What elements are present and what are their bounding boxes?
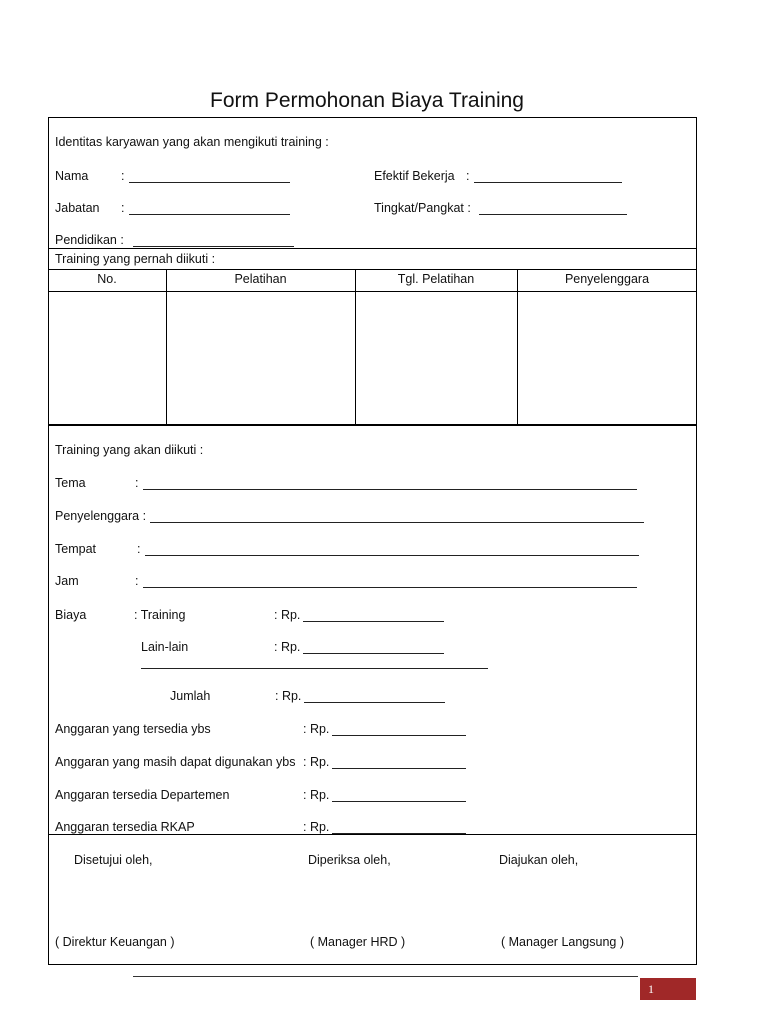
field-anggaran-rkap[interactable] — [332, 833, 466, 834]
col-header-pelatihan: Pelatihan — [234, 272, 287, 286]
table-col-line-2 — [355, 269, 356, 424]
footer-line — [133, 976, 638, 977]
divider-signatures — [48, 834, 697, 835]
rp-anggaran-departemen: : Rp. — [303, 788, 330, 802]
rp-jumlah: : Rp. — [275, 689, 302, 703]
colon-nama: : — [121, 169, 125, 183]
label-efektif-bekerja: Efektif Bekerja — [374, 169, 455, 183]
label-nama: Nama — [55, 169, 89, 183]
colon-efektif: : — [466, 169, 470, 183]
signer-manager-langsung: ( Manager Langsung ) — [501, 935, 624, 949]
table-header-top — [48, 269, 697, 270]
field-anggaran-departemen[interactable] — [332, 801, 466, 802]
table-col-line-3 — [517, 269, 518, 424]
field-jam[interactable] — [143, 587, 637, 588]
colon-jabatan: : — [121, 201, 125, 215]
label-jam: Jam — [55, 574, 79, 588]
field-jabatan[interactable] — [129, 214, 290, 215]
form-title: Form Permohonan Biaya Training — [210, 89, 524, 112]
field-tingkat-pangkat[interactable] — [479, 214, 627, 215]
label-tempat: Tempat — [55, 542, 96, 556]
sum-line — [141, 668, 488, 669]
label-jabatan: Jabatan — [55, 201, 100, 215]
label-anggaran-rkap: Anggaran tersedia RKAP — [55, 820, 195, 834]
field-anggaran-ybs[interactable] — [332, 735, 466, 736]
field-biaya-training[interactable] — [303, 621, 444, 622]
label-anggaran-tersedia-ybs: Anggaran yang tersedia ybs — [55, 722, 211, 736]
col-header-no: No. — [97, 272, 117, 286]
field-tempat[interactable] — [145, 555, 639, 556]
label-penyelenggara: Penyelenggara : — [55, 509, 147, 523]
field-penyelenggara[interactable] — [150, 522, 644, 523]
signer-manager-hrd: ( Manager HRD ) — [310, 935, 406, 949]
label-disetujui: Disetujui oleh, — [74, 853, 153, 867]
field-lain-lain[interactable] — [303, 653, 444, 654]
field-jumlah[interactable] — [304, 702, 445, 703]
divider-identity — [48, 248, 697, 249]
label-lain-lain: Lain-lain — [141, 640, 189, 654]
colon-tema: : — [135, 476, 139, 490]
field-anggaran-masih[interactable] — [332, 768, 466, 769]
label-anggaran-departemen: Anggaran tersedia Departemen — [55, 788, 230, 802]
rp-anggaran-ybs: : Rp. — [303, 722, 330, 736]
rp-training: : Rp. — [274, 608, 301, 622]
col-header-tgl-pelatihan: Tgl. Pelatihan — [397, 272, 475, 286]
label-tingkat-pangkat: Tingkat/Pangkat : — [374, 201, 471, 215]
label-biaya: Biaya — [55, 608, 87, 622]
label-diajukan: Diajukan oleh, — [499, 853, 579, 867]
form-frame — [48, 117, 697, 965]
label-diperiksa: Diperiksa oleh, — [308, 853, 391, 867]
signer-direktur-keuangan: ( Direktur Keuangan ) — [55, 935, 175, 949]
field-efektif-bekerja[interactable] — [474, 182, 622, 183]
rp-anggaran-rkap: : Rp. — [303, 820, 330, 834]
colon-tempat: : — [137, 542, 141, 556]
planned-heading: Training yang akan diikuti : — [55, 443, 204, 457]
table-header-bottom — [48, 291, 697, 292]
rp-anggaran-masih: : Rp. — [303, 755, 330, 769]
divider-history — [48, 424, 697, 426]
table-col-line-1 — [166, 269, 167, 424]
field-pendidikan[interactable] — [133, 246, 294, 247]
page-number: 1 — [640, 978, 696, 1000]
label-pendidikan: Pendidikan : — [55, 233, 124, 247]
history-heading: Training yang pernah diikuti : — [55, 252, 216, 266]
label-biaya-training: : Training — [134, 608, 186, 622]
field-tema[interactable] — [143, 489, 637, 490]
rp-lain-lain: : Rp. — [274, 640, 301, 654]
col-header-penyelenggara: Penyelenggara — [564, 272, 650, 286]
identity-heading: Identitas karyawan yang akan mengikuti training : — [55, 135, 329, 149]
label-jumlah: Jumlah — [170, 689, 211, 703]
colon-jam: : — [135, 574, 139, 588]
field-nama[interactable] — [129, 182, 290, 183]
label-anggaran-masih: Anggaran yang masih dapat digunakan ybs — [55, 755, 296, 769]
label-tema: Tema — [55, 476, 86, 490]
